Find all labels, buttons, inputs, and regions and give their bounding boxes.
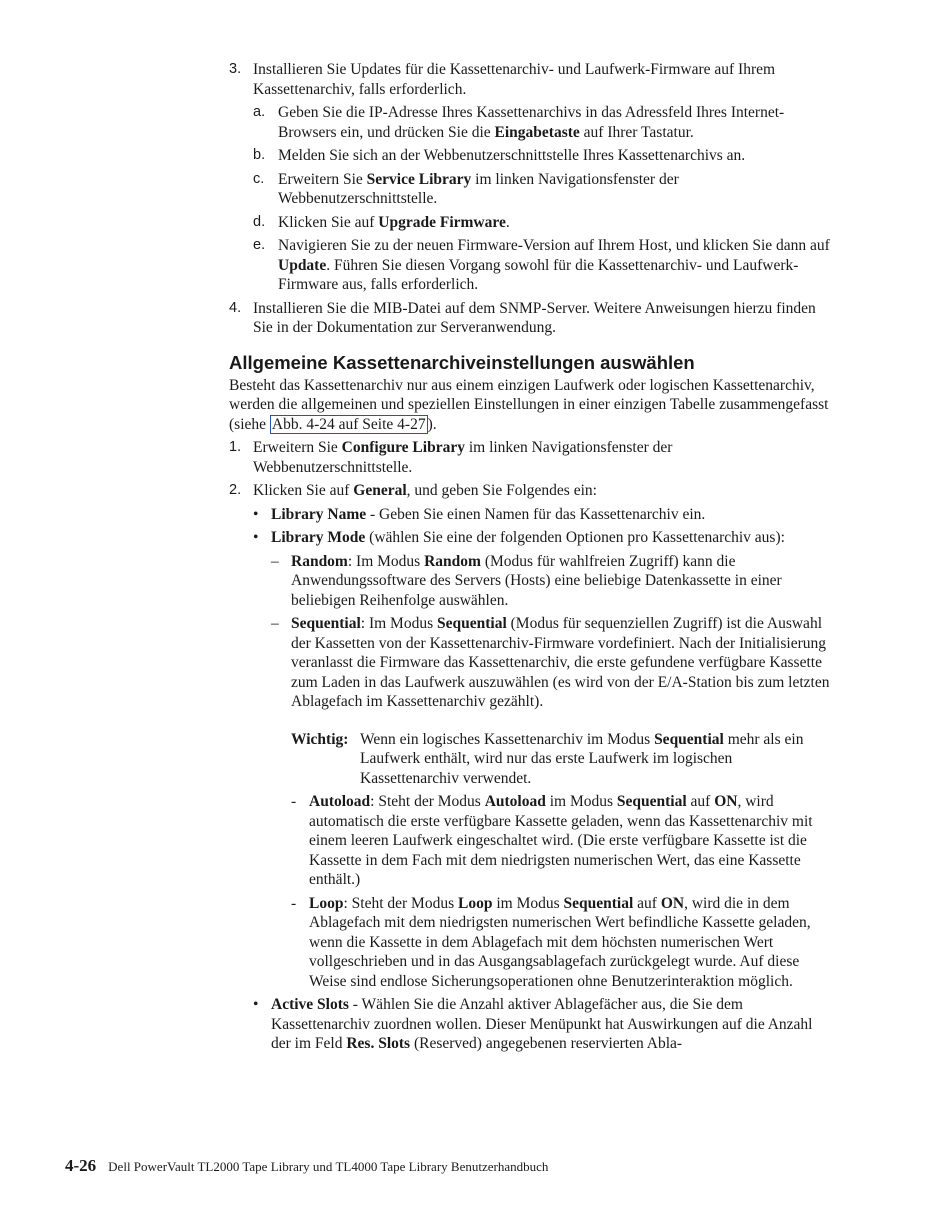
bold-term: Sequential (616, 793, 687, 810)
step-number: 3. (229, 61, 242, 77)
bold-term: Sequential (291, 615, 361, 632)
substep-letter: a. (253, 104, 266, 120)
substep-text: Melden Sie sich an der Webbenutzerschnittstelle Ihres Kassettenarchivs an. (278, 147, 746, 164)
bullet-mark: • (253, 996, 259, 1013)
option-list (253, 505, 834, 1054)
bullet-library-name (253, 505, 834, 525)
mode-text: : Im Modus (360, 615, 437, 632)
page-footer (65, 1156, 548, 1177)
step-text: Klicken Sie auf (253, 482, 354, 499)
mode-text: : Im Modus (347, 552, 425, 570)
option-text: : Steht der Modus (343, 894, 458, 912)
substep-letter: c. (253, 170, 265, 187)
bold-term: ON (660, 894, 685, 912)
substep-letter: b. (253, 147, 266, 163)
hyphen-mark: - (291, 793, 297, 810)
substep-c (253, 170, 834, 209)
bold-term: Loop (458, 894, 493, 912)
option-text: , wird automatisch die erste verfügbare Kassette geladen, wenn das Kassettenarchiv mit einem leeren Laufwerk eingeschaltet wird. (Die erste verfügbare Kassette ist die Kassette in dem Fach mit dem niedrigsten numerischen Wert, das eine Kassette enthält.) (309, 793, 813, 888)
bold-term: Res. Slots (346, 1035, 411, 1052)
bullet-library-mode (253, 528, 834, 548)
bold-term: Update (278, 256, 327, 274)
option-autoload (291, 792, 834, 890)
bullet-active-slots (253, 995, 834, 1054)
intro-text: Besteht das Kassettenarchiv nur aus einem einzigen Laufwerk oder logischen Kassettenarchiv, werden die allgemeinen und speziellen Einstellungen in einer einzigen Tabelle zusammengefasst (siehe (229, 376, 829, 433)
page-number: 4-26 (65, 1156, 97, 1175)
dash-mark: – (271, 552, 279, 570)
bullet-mark: • (253, 505, 259, 523)
substep-letter: d. (253, 213, 266, 230)
bold-term: Library Name (271, 505, 367, 523)
bold-term: Sequential (563, 894, 634, 912)
bold-term: Library Mode (271, 529, 366, 546)
bold-term: Loop (309, 894, 344, 912)
bold-term: Configure Library (341, 439, 465, 456)
note-text: mehr als ein Laufwerk enthält, wird nur das erste Laufwerk im logischen Kassettenarchiv verwendet. (360, 730, 804, 787)
hyphen-mark: - (291, 894, 297, 912)
dash-mark: – (271, 615, 279, 632)
note-label: Wichtig: (291, 730, 349, 748)
figure-reference-link[interactable]: Abb. 4-24 auf Seite 4-27 (271, 415, 426, 433)
option-text: , wird die in dem Ablagefach mit dem niedrigsten numerischen Wert befindliche Kassette geladen, wenn die Kassette in dem Ablagefach mit dem höchsten numerischen Wert vollgeschrieben und in das Ausgangsablagefach zurückgelegt wurde. Auf diese Weise sind endlose Sicherungsoperationen ohne Benutzerinteraktion möglich. (309, 894, 811, 990)
substep-letter: e. (253, 237, 266, 253)
substep-a (253, 103, 834, 142)
step-number: 4. (229, 299, 242, 316)
bold-term: Sequential (436, 615, 507, 632)
bullet-text: - Wählen Sie die Anzahl aktiver Ablagefächer aus, die Sie dem Kassettenarchiv zuordnen wollen. Dieser Menüpunkt hat Auswirkungen auf die Anzahl der im Feld (271, 996, 813, 1052)
bullet-text: (wählen Sie eine der folgenden Optionen pro Kassettenarchiv aus): (365, 529, 785, 546)
bullet-text: - Geben Sie einen Namen für das Kassettenarchiv ein. (366, 505, 706, 523)
substep-text: Klicken Sie auf (278, 213, 379, 231)
substep-text: Navigieren Sie zu der neuen Firmware-Version auf Ihrem Host, und klicken Sie dann auf (278, 237, 830, 254)
step-1 (229, 438, 834, 477)
section-heading: Allgemeine Kassettenarchiveinstellungen auswählen (229, 351, 695, 373)
substep-text: im linken Navigationsfenster der Webbenutzerschnittstelle. (278, 170, 679, 207)
mode-text: (Modus für wahlfreien Zugriff) kann die Anwendungssoftware des Servers (Hosts) eine beliebige Datenkassette in einer beliebigen Reihenfolge auswählen. (291, 552, 782, 609)
bold-term: Upgrade Firmware (378, 213, 506, 231)
bold-term: Autoload (309, 793, 371, 810)
bold-term: Autoload (484, 793, 546, 810)
section-intro (229, 376, 834, 435)
mode-random (271, 552, 834, 611)
bullet-mark: • (253, 529, 259, 546)
step-number: 2. (229, 482, 242, 498)
option-text: : Steht der Modus (370, 793, 485, 810)
step-text: Installieren Sie Updates für die Kassettenarchiv- und Laufwerk-Firmware auf Ihrem Kassettenarchiv, falls erforderlich. (253, 61, 776, 98)
bullet-text: (Reserved) angegebenen reservierten Abla- (410, 1035, 683, 1052)
step-text: Installieren Sie die MIB-Datei auf dem SNMP-Server. Weitere Anweisungen hierzu finden Sie in der Dokumentation zur Serveranwendung. (253, 299, 816, 336)
footer-title: Dell PowerVault TL2000 Tape Library und TL4000 Tape Library Benutzerhandbuch (108, 1159, 549, 1174)
substep-d (253, 213, 834, 233)
option-text: auf (686, 793, 715, 810)
step-number: 1. (229, 439, 242, 455)
option-text: im Modus (545, 793, 617, 810)
bold-term: Eingabetaste (494, 123, 580, 141)
mode-text: (Modus für sequenziellen Zugriff) ist die Auswahl der Kassetten von der Kassettenarchiv-Firmware vordefiniert. Nach der Initialisierung veranlasst die Firmware das Kassettenarchiv, die erste gefundene verfügbare Kassette zum Laden in das Laufwerk auszuwählen (es wird von der E/A-Station bis zum letzten Ablagefach im Kassettenarchiv gezählt). (291, 615, 830, 710)
substep-text: . (505, 213, 510, 231)
step-3 (229, 60, 834, 99)
substep-e (253, 236, 834, 295)
bold-term: Random (291, 552, 348, 570)
important-note (291, 730, 834, 789)
intro-text: ). (427, 415, 437, 433)
substep-text: Erweitern Sie (278, 170, 367, 188)
substep-text: Geben Sie die IP-Adresse Ihres Kassettenarchivs in das Adressfeld Ihres Internet-Browsers ein, und drücken Sie die (278, 104, 785, 141)
step-text: Erweitern Sie (253, 439, 342, 456)
page-content (229, 60, 834, 1058)
option-text: auf (633, 894, 661, 912)
note-text: Wenn ein logisches Kassettenarchiv im Modus (360, 730, 655, 748)
step-text: , und geben Sie Folgendes ein: (406, 482, 597, 499)
substep-b (253, 146, 834, 166)
bold-term: Active Slots (271, 996, 349, 1013)
step-2 (229, 481, 834, 501)
mode-sequential (271, 614, 834, 712)
bold-term: ON (714, 793, 738, 810)
bold-term: Service Library (366, 170, 472, 188)
bold-term: General (353, 482, 407, 499)
option-text: im Modus (492, 894, 564, 912)
option-loop (291, 894, 834, 992)
substep-text: auf Ihrer Tastatur. (579, 123, 694, 141)
substep-text: . Führen Sie diesen Vorgang sowohl für die Kassettenarchiv- und Laufwerk-Firmware aus, falls erforderlich. (278, 256, 799, 293)
step-4 (229, 299, 834, 338)
bold-term: Sequential (654, 730, 724, 748)
step-text: im linken Navigationsfenster der Webbenutzerschnittstelle. (253, 439, 673, 476)
bold-term: Random (424, 552, 481, 570)
